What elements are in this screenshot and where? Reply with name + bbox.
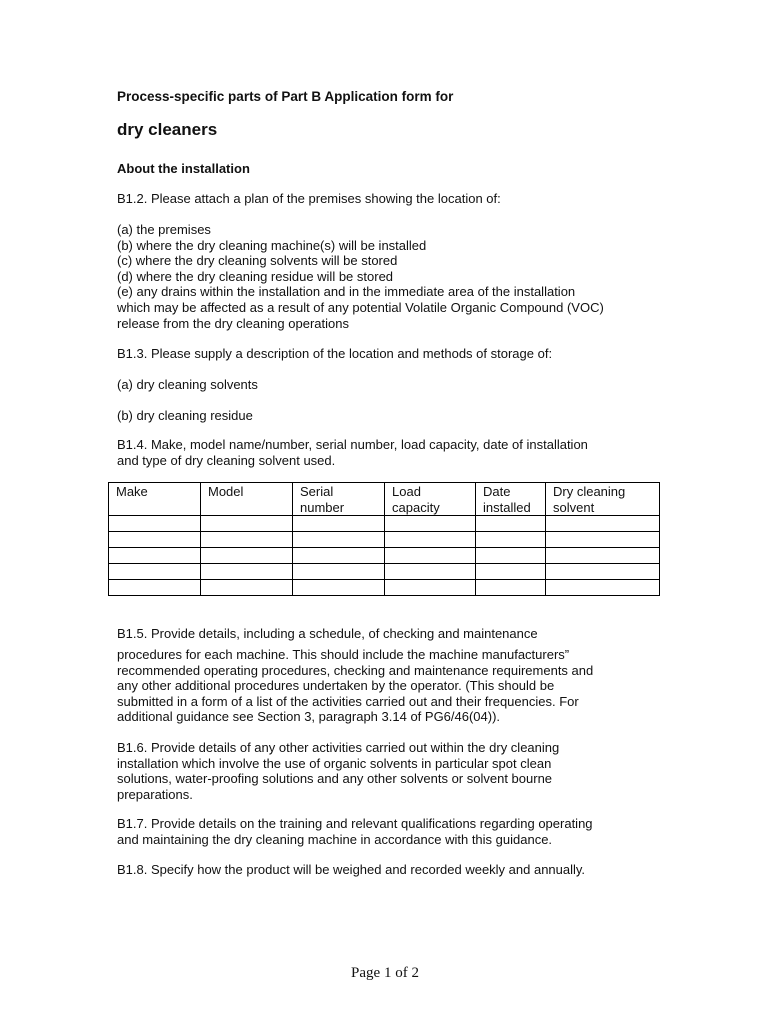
table-cell[interactable]: [293, 532, 385, 548]
table-cell[interactable]: [201, 532, 293, 548]
table-cell[interactable]: [201, 564, 293, 580]
table-cell[interactable]: [546, 548, 660, 564]
table-cell[interactable]: [476, 564, 546, 580]
b15-line: submitted in a form of a list of the activities carried out and their frequencies. For: [117, 693, 579, 709]
page-number: Page 1 of 2: [351, 965, 419, 981]
table-row: [109, 580, 660, 596]
b15-line: additional guidance see Section 3, paragraph 3.14 of PG6/46(04)).: [117, 709, 501, 725]
b13-item-a: (a) dry cleaning solvents: [117, 377, 258, 392]
table-cell[interactable]: [385, 548, 476, 564]
page-title: dry cleaners: [117, 120, 218, 139]
table-row: [109, 532, 660, 548]
table-row: [109, 548, 660, 564]
table-cell[interactable]: [476, 548, 546, 564]
header-make: Make: [109, 483, 201, 516]
table-cell[interactable]: [109, 532, 201, 548]
table-cell[interactable]: [201, 516, 293, 532]
b17-line: B1.7. Provide details on the training and relevant qualifications regarding operating: [117, 816, 593, 831]
table-cell[interactable]: [109, 564, 201, 580]
b16-line: preparations.: [117, 786, 193, 802]
header-serial-number: Serial number: [293, 483, 385, 516]
b14-line: and type of dry cleaning solvent used.: [117, 452, 336, 468]
table-cell[interactable]: [385, 516, 476, 532]
b16-line: solutions, water-proofing solutions and any other solvents or solvent bourne: [117, 771, 553, 787]
list-item: (e) any drains within the installation and in the immediate area of the installation: [117, 284, 576, 300]
b16-question: [117, 740, 559, 802]
table-cell[interactable]: [546, 516, 660, 532]
b17-line: and maintaining the dry cleaning machine in accordance with this guidance.: [117, 831, 553, 847]
table-cell[interactable]: [476, 532, 546, 548]
b14-line: B1.4. Make, model name/number, serial number, load capacity, date of installation: [117, 437, 588, 452]
table-row: [109, 516, 660, 532]
list-item: (c) where the dry cleaning solvents will be stored: [117, 253, 398, 269]
table-row: [109, 564, 660, 580]
table-cell[interactable]: [546, 580, 660, 596]
header-model: Model: [201, 483, 293, 516]
form-heading: Process-specific parts of Part B Application form for: [117, 89, 454, 104]
header-load-capacity: Load capacity: [385, 483, 476, 516]
header-dry-cleaning-solvent: Dry cleaning solvent: [546, 483, 660, 516]
table-cell[interactable]: [109, 516, 201, 532]
b13-item-b: (b) dry cleaning residue: [117, 408, 253, 423]
table-cell[interactable]: [109, 548, 201, 564]
table-cell[interactable]: [201, 580, 293, 596]
b14-question: [117, 437, 588, 468]
b17-question: [117, 816, 593, 847]
table-cell[interactable]: [546, 532, 660, 548]
table-cell[interactable]: [109, 580, 201, 596]
header-date-installed: Date installed: [476, 483, 546, 516]
b15-line: recommended operating procedures, checking and maintenance requirements and: [117, 662, 594, 678]
b12-list: [117, 222, 604, 331]
machine-details-table: [108, 482, 660, 596]
table-cell[interactable]: [476, 580, 546, 596]
list-item: which may be affected as a result of any potential Volatile Organic Compound (VOC): [117, 299, 604, 315]
list-item: release from the dry cleaning operations: [117, 315, 349, 331]
list-item: (b) where the dry cleaning machine(s) will be installed: [117, 237, 427, 253]
b12-question: B1.2. Please attach a plan of the premises showing the location of:: [117, 191, 501, 206]
table-cell[interactable]: [476, 516, 546, 532]
b15-line: any other additional procedures undertaken by the operator. (This should be: [117, 678, 555, 694]
section-heading: About the installation: [117, 161, 250, 176]
table-cell[interactable]: [293, 516, 385, 532]
table-cell[interactable]: [293, 564, 385, 580]
b15-question-first-line: B1.5. Provide details, including a schedule, of checking and maintenance: [117, 626, 538, 641]
b13-question: B1.3. Please supply a description of the location and methods of storage of:: [117, 346, 553, 361]
list-item: (a) the premises: [117, 222, 211, 237]
b16-line: installation which involve the use of organic solvents in particular spot clean: [117, 755, 552, 771]
table-cell[interactable]: [385, 580, 476, 596]
list-item: (d) where the dry cleaning residue will be stored: [117, 268, 394, 284]
table-cell[interactable]: [293, 580, 385, 596]
table-cell[interactable]: [293, 548, 385, 564]
b15-line: procedures for each machine. This should include the machine manufacturers”: [117, 647, 570, 662]
table-header-row: [109, 483, 660, 516]
b16-line: B1.6. Provide details of any other activities carried out within the dry cleaning: [117, 740, 560, 755]
table-cell[interactable]: [201, 548, 293, 564]
table-cell[interactable]: [385, 564, 476, 580]
table-cell[interactable]: [546, 564, 660, 580]
table-cell[interactable]: [385, 532, 476, 548]
b18-question: B1.8. Specify how the product will be weighed and recorded weekly and annually.: [117, 862, 586, 877]
b15-question: [117, 647, 593, 725]
